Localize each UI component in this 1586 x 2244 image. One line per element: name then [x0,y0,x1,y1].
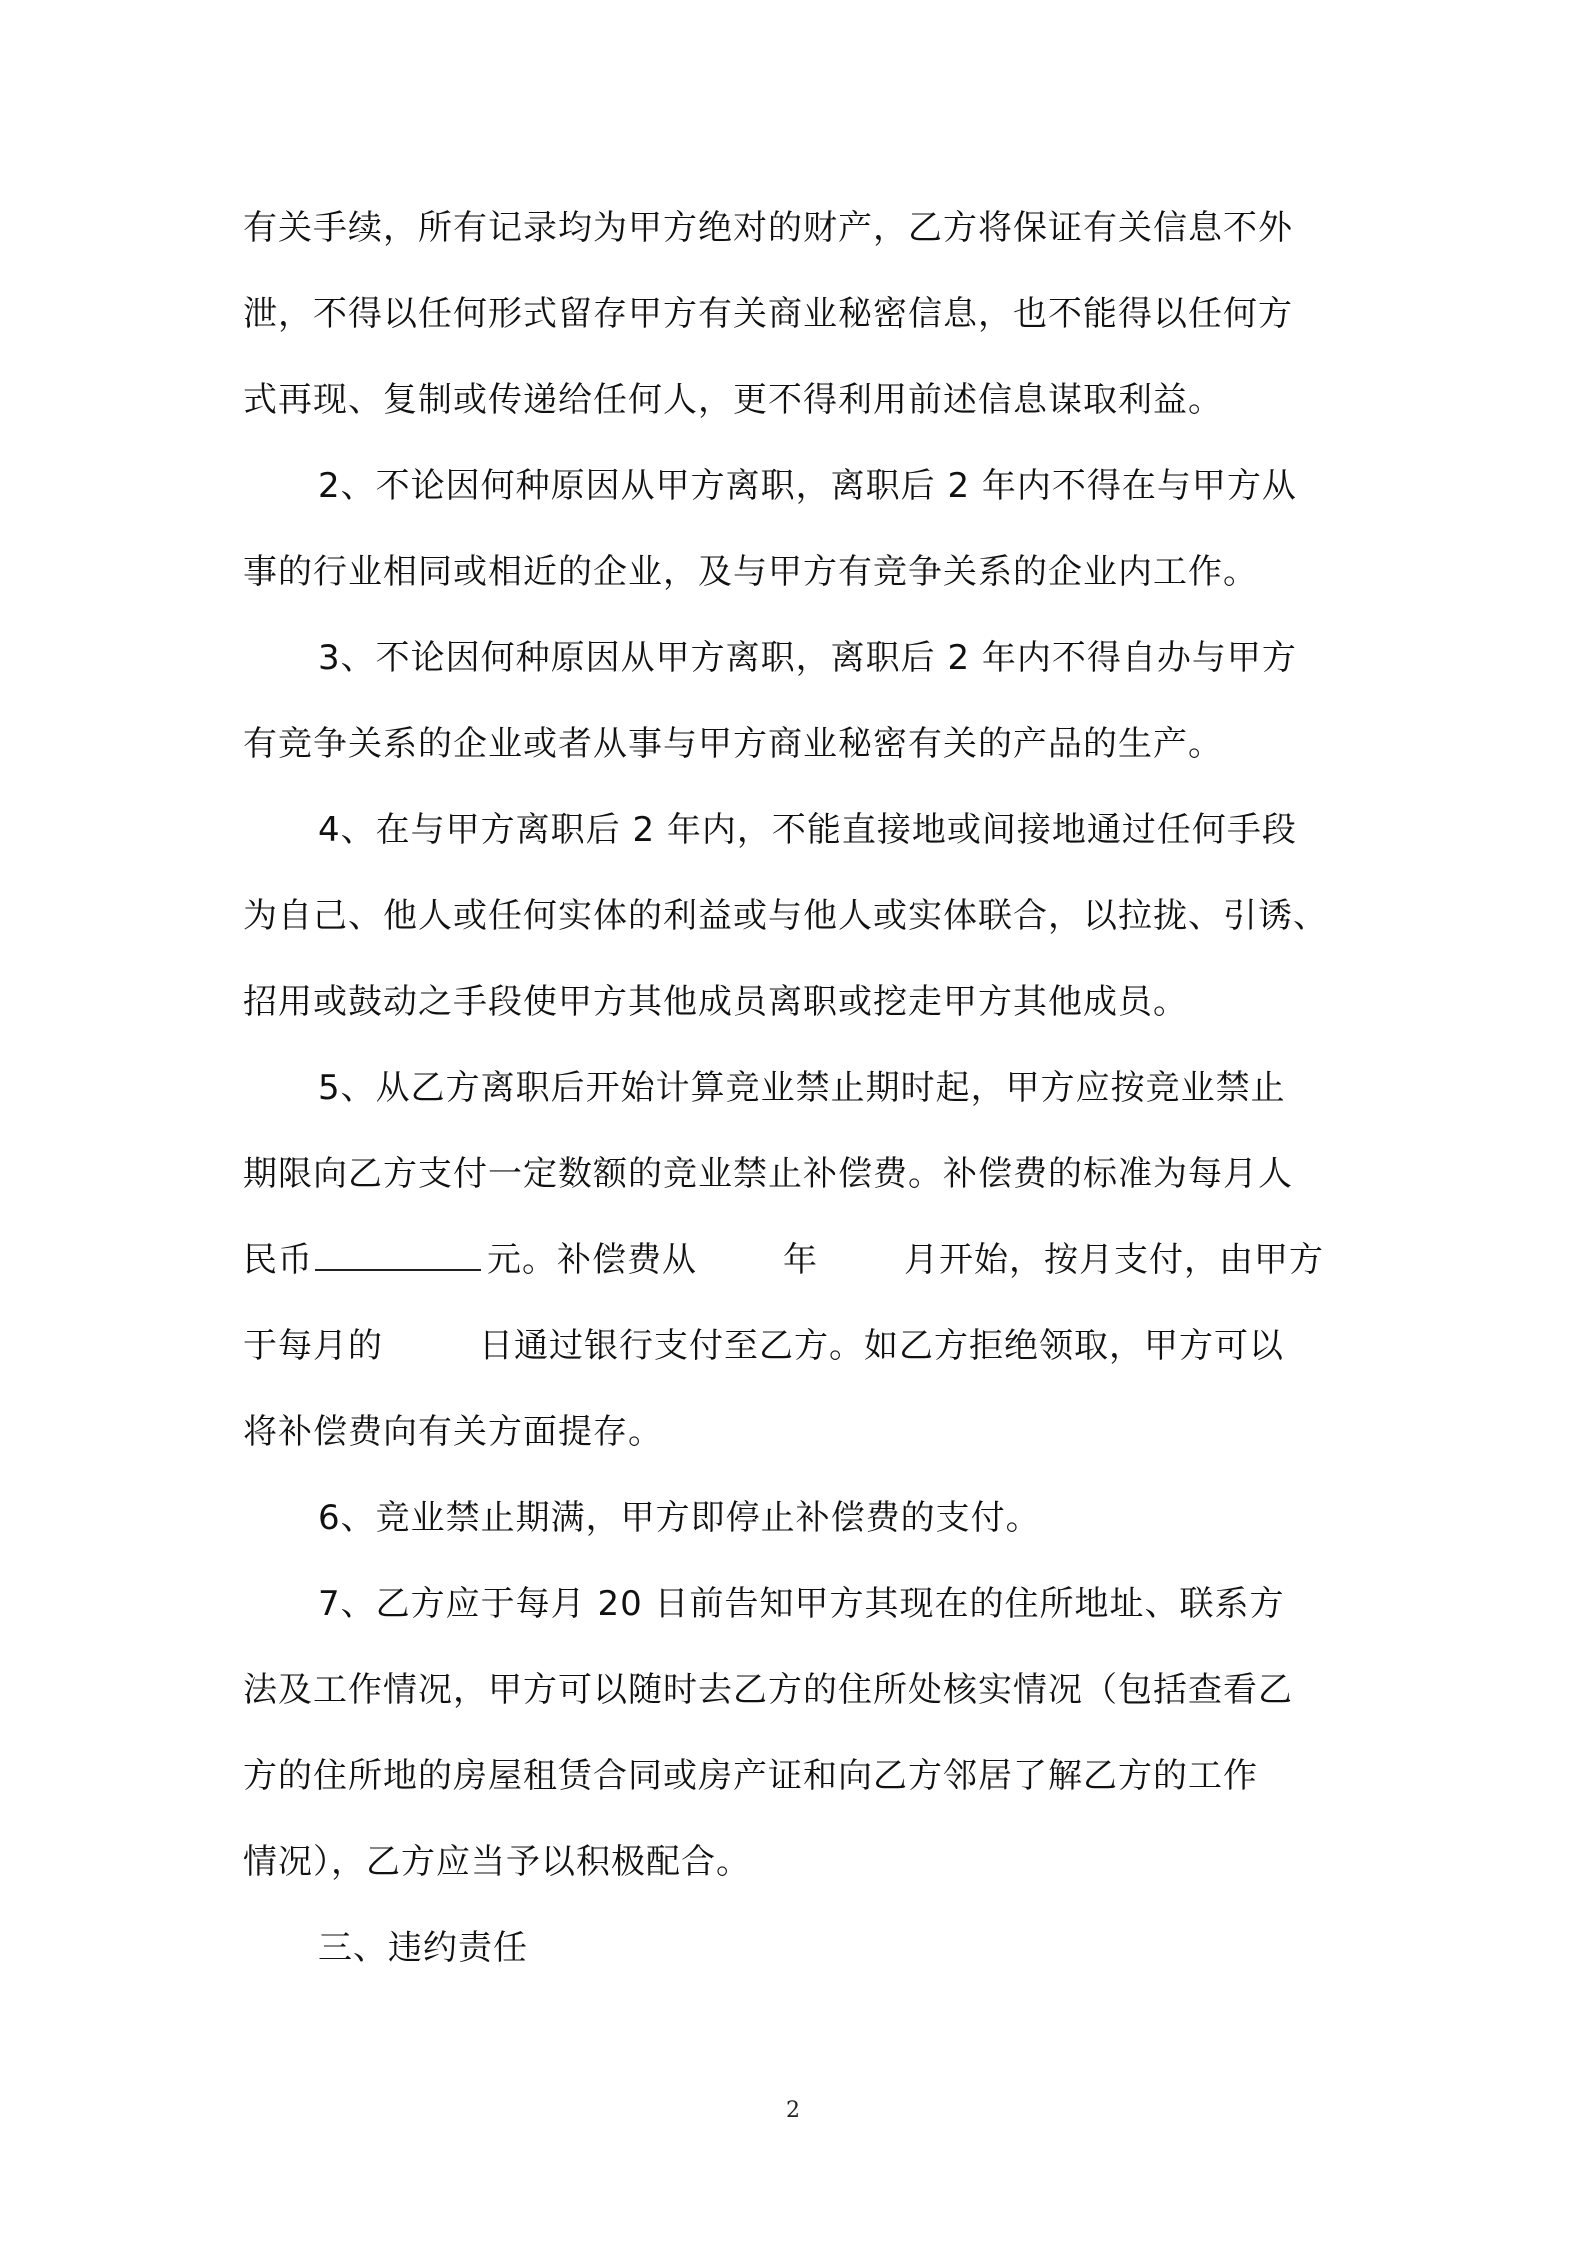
paragraph-line: 为自己、他人或任何实体的利益或与他人或实体联合，以拉拢、引诱、 [243,896,1328,936]
line-segment: 元。补偿费从 [487,1240,697,1280]
paragraph-line: 情况），乙方应当予以积极配合。 [243,1842,751,1882]
paragraph-line: 事的行业相同或相近的企业，及与甲方有竞争关系的企业内工作。 [243,552,1258,592]
page-number: 2 [786,2098,800,2123]
paragraph-line: 泄，不得以任何形式留存甲方有关商业秘密信息，也不能得以任何方 [243,294,1293,334]
paragraph-line: 有关手续，所有记录均为甲方绝对的财产，乙方将保证有关信息不外 [243,208,1293,248]
line-segment: 年 [783,1240,818,1280]
paragraph-line: 将补偿费向有关方面提存。 [243,1412,663,1452]
clause-5-line: 5、从乙方离职后开始计算竞业禁止期时起，甲方应按竞业禁止 [318,1068,1286,1108]
payment-date-line [243,1324,1284,1368]
paragraph-line: 式再现、复制或传递给任何人，更不得利用前述信息谋取利益。 [243,380,1223,420]
clause-6-line: 6、竞业禁止期满，甲方即停止补偿费的支付。 [318,1498,1041,1538]
line-segment: 日通过银行支付至乙方。如乙方拒绝领取，甲方可以 [479,1326,1284,1366]
line-segment: 月开始，按月支付，由甲方 [904,1240,1324,1280]
clause-2-line: 2、不论因何种原因从甲方离职，离职后 2 年内不得在与甲方从 [318,466,1297,506]
section-heading: 三、违约责任 [318,1928,528,1968]
amount-blank [315,1239,481,1271]
line-segment: 于每月的 [243,1326,383,1366]
compensation-amount-line [243,1238,1324,1282]
clause-3-line: 3、不论因何种原因从甲方离职，离职后 2 年内不得自办与甲方 [318,638,1297,678]
clause-4-line: 4、在与甲方离职后 2 年内，不能直接地或间接地通过任何手段 [318,810,1297,850]
paragraph-line: 法及工作情况，甲方可以随时去乙方的住所处核实情况（包括查看乙 [243,1670,1293,1710]
clause-7-line: 7、乙方应于每月 20 日前告知甲方其现在的住所地址、联系方 [318,1584,1285,1624]
paragraph-line: 方的住所地的房屋租赁合同或房产证和向乙方邻居了解乙方的工作 [243,1756,1258,1796]
paragraph-line: 招用或鼓动之手段使甲方其他成员离职或挖走甲方其他成员。 [243,982,1188,1022]
line-segment: 民币 [243,1240,313,1280]
paragraph-line: 有竞争关系的企业或者从事与甲方商业秘密有关的产品的生产。 [243,724,1223,764]
paragraph-line: 期限向乙方支付一定数额的竞业禁止补偿费。补偿费的标准为每月人 [243,1154,1293,1194]
